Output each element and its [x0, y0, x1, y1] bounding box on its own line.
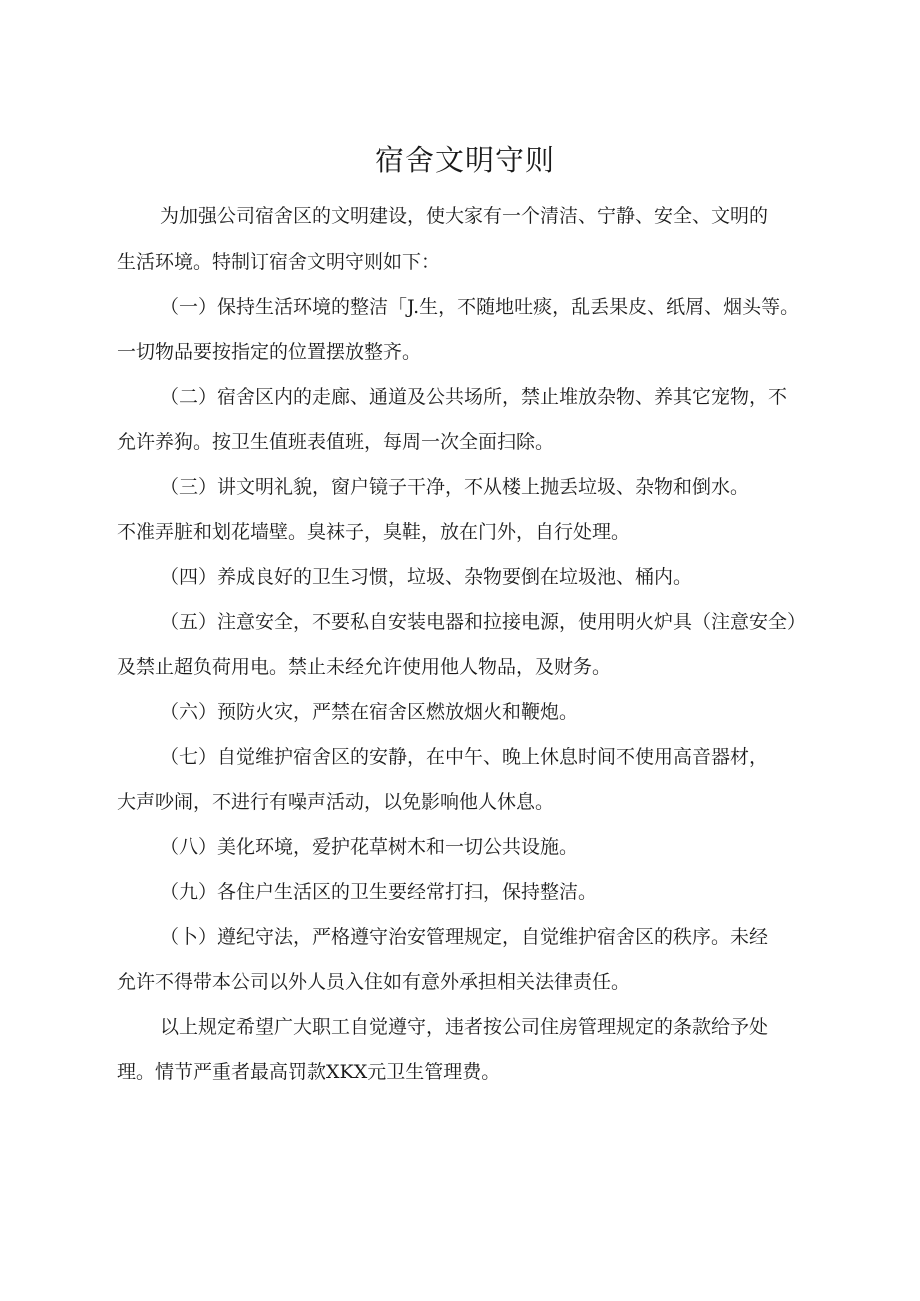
rule-9-line-1: （九）各住户生活区的卫生要经常打扫，保持整洁。: [160, 881, 598, 903]
rule-5-line-2: 及禁止超负荷用电。禁止未经允许使用他人物品，及财务。: [117, 656, 612, 678]
rule-4-line-1: （四）养成良好的卫生习惯，垃圾、杂物要倒在垃圾池、桶内。: [160, 566, 693, 588]
intro-line-2: 生活环境。特制订宿舍文明守则如下：: [117, 251, 441, 273]
closing-line-2: 理。情节严重者最高罚款XKX元卫生管理费。: [117, 1061, 501, 1083]
rule-7-line-2: 大声吵闹，不进行有噪声活动，以免影响他人休息。: [117, 791, 555, 813]
rule-1-line-1: （一）保持生活环境的整洁「J.生，不随地吐痰，乱丢果皮、纸屑、烟头等。: [160, 296, 800, 318]
closing-line-1: 以上规定希望广大职工自觉遵守，违者按公司住房管理规定的条款给予处: [160, 1016, 769, 1038]
rule-5-line-1: （五）注意安全，不要私自安装电器和拉接电源，使用明火炉具（注意安全）: [160, 611, 807, 633]
rule-8-line-1: （八）美化环境，爱护花草树木和一切公共设施。: [160, 836, 579, 858]
rule-10-line-1: （卜）遵纪守法，严格遵守治安管理规定，自觉维护宿舍区的秩序。未经: [160, 926, 769, 948]
rule-3-line-2: 不准弄脏和划花墙壁。臭袜子，臭鞋，放在门外，自行处理。: [117, 521, 631, 543]
rule-1-line-2: 一切物品要按指定的位置摆放整齐。: [117, 341, 422, 363]
document-title: 宿舍文明守则: [374, 143, 555, 177]
rule-10-line-2: 允许不得带本公司以外人员入住如有意外承担相关法律责任。: [117, 971, 631, 993]
rule-2-line-2: 允许养狗。按卫生值班表值班，每周一次全面扫除。: [117, 431, 555, 453]
rule-3-line-1: （三）讲文明礼貌，窗户镜子干净，不从楼上抛丢垃圾、杂物和倒水。: [160, 476, 750, 498]
rule-6-line-1: （六）预防火灾，严禁在宿舍区燃放烟火和鞭炮。: [160, 701, 579, 723]
rule-2-line-1: （二）宿舍区内的走廊、通道及公共场所，禁止堆放杂物、养其它宠物，不: [160, 386, 788, 408]
rule-7-line-1: （七）自觉维护宿舍区的安静，在中午、晚上休息时间不使用高音器材，: [160, 746, 769, 768]
intro-line-1: 为加强公司宿舍区的文明建设，使大家有一个清洁、宁静、安全、文明的: [160, 205, 769, 227]
